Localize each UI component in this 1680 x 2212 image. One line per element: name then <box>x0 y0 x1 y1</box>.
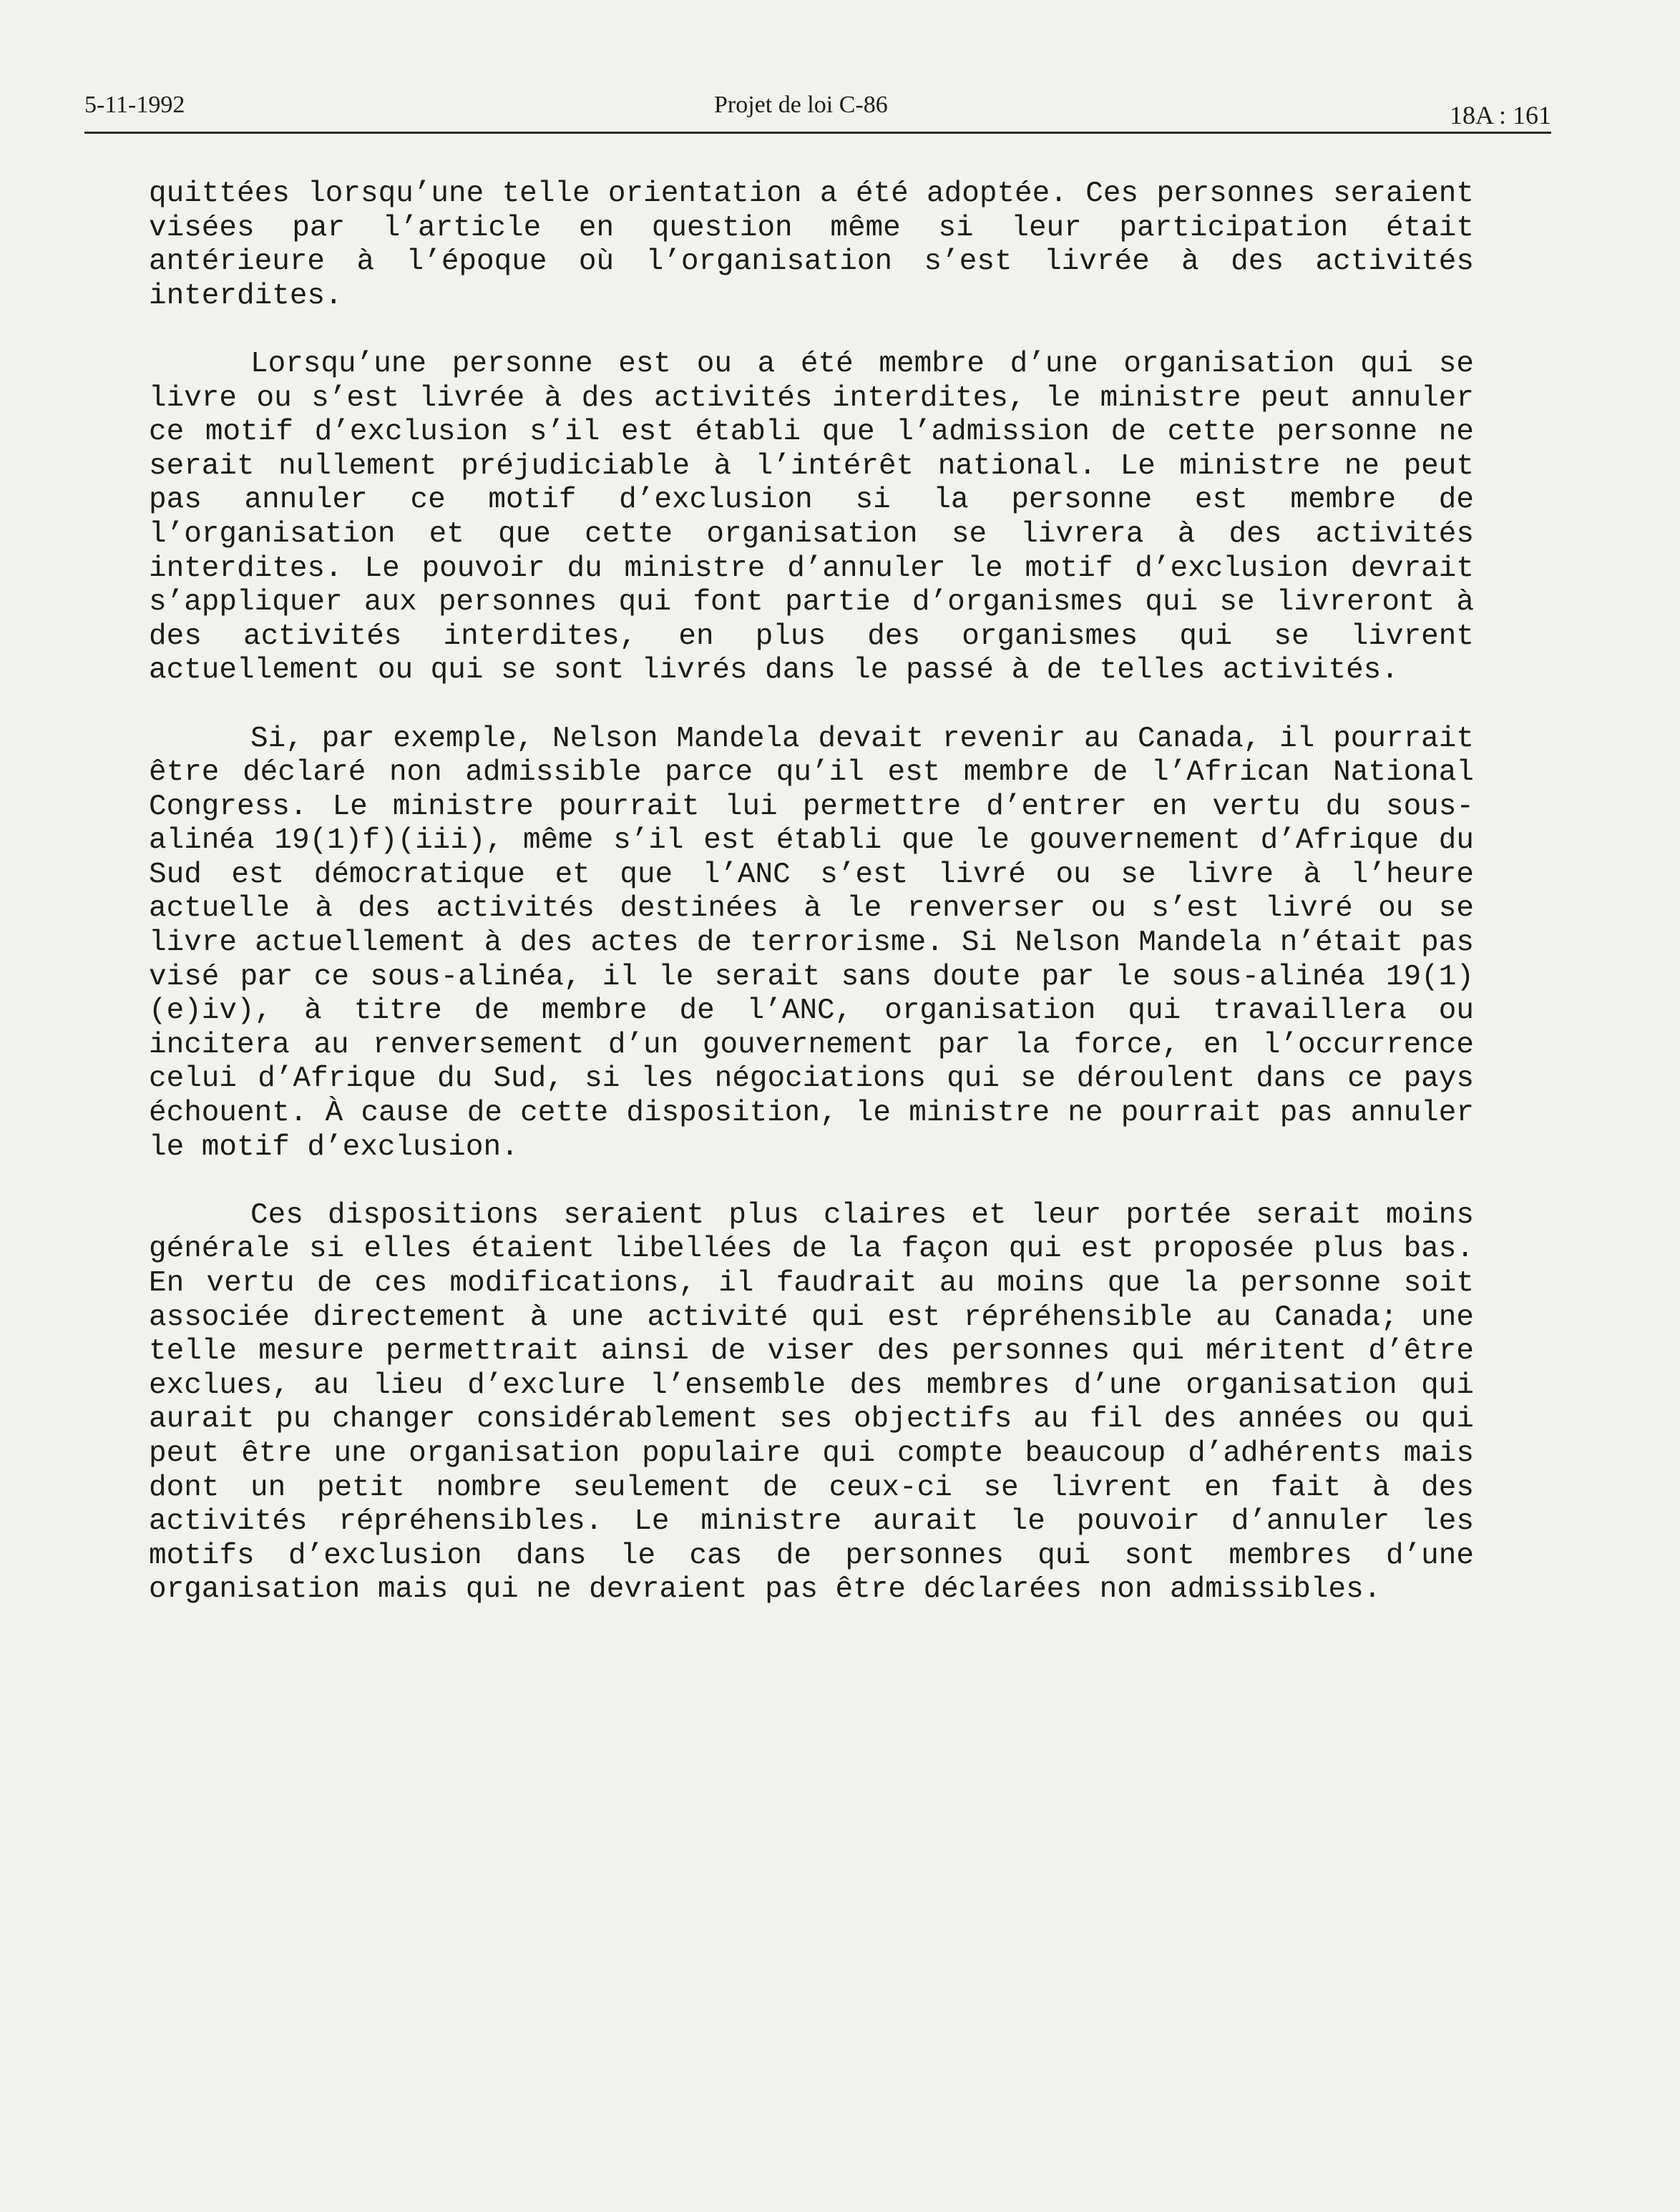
body-text <box>149 177 1474 1642</box>
paragraph-mandela-example: Si, par exemple, Nelson Mandela devait revenir au Canada, il pourrait être déclaré non admissible parce qu’il est membre de l’African National Congress. Le ministre pourrait lui permettre d’entrer en vertu du sous-alinéa 19(1)f)(iii), même s’il est établi que le gouvernement d’Afrique du Sud est démocratique et que l’ANC s’est livré ou se livre à l’heure actuelle à des activités destinées à le renverser ou s’est livré ou se livre actuellement à des actes de terrorisme. Si Nelson Mandela n’était pas visé par ce sous-alinéa, il le serait sans doute par le sous-alinéa 19(1)(e)iv), à titre de membre de l’ANC, organisation qui travaillera ou incitera au renversement d’un gouvernement par la force, en l’occurrence celui d’Afrique du Sud, si les négociations qui se déroulent dans ce pays échouent. À cause de cette disposition, le ministre ne pourrait pas annuler le motif d’exclusion. <box>149 722 1474 1164</box>
header-date: 5-11-1992 <box>84 92 185 118</box>
paragraph-continuation: quittées lorsqu’une telle orientation a été adoptée. Ces personnes seraient visées par l’article en question même si leur participation était antérieure à l’époque où l’organisation s’est livrée à des activités interdites. <box>149 177 1474 313</box>
paragraph-proposed-wording: Ces dispositions seraient plus claires et leur portée serait moins générale si elles étaient libellées de la façon qui est proposée plus bas. En vertu de ces modifications, il faudrait au moins que la personne soit associée directement à une activité qui est répréhensible au Canada; une telle mesure permettrait ainsi de viser des personnes qui méritent d’être exclues, au lieu d’exclure l’ensemble des membres d’une organisation qui aurait pu changer considérablement ses objectifs au fil des années ou qui peut être une organisation populaire qui compte beaucoup d’adhérents mais dont un petit nombre seulement de ceux-ci se livrent en fait à des activités répréhensibles. Le ministre aurait le pouvoir d’annuler les motifs d’exclusion dans le cas de personnes qui sont membres d’une organisation mais qui ne devraient pas être déclarées non admissibles. <box>149 1198 1474 1607</box>
header-title: Projet de loi C-86 <box>714 92 888 118</box>
header-page-number: 18A : 161 <box>1449 101 1551 129</box>
paragraph-minister-power: Lorsqu’une personne est ou a été membre d’une organisation qui se livre ou s’est livrée à des activités interdites, le ministre peut annuler ce motif d’exclusion s’il est établi que l’admission de cette personne ne serait nullement préjudiciable à l’intérêt national. Le ministre ne peut pas annuler ce motif d’exclusion si la personne est membre de l’organisation et que cette organisation se livrera à des activités interdites. Le pouvoir du ministre d’annuler le motif d’exclusion devrait s’appliquer aux personnes qui font partie d’organismes qui se livreront à des activités interdites, en plus des organismes qui se livrent actuellement ou qui se sont livrés dans le passé à de telles activités. <box>149 347 1474 687</box>
header-rule <box>84 132 1551 134</box>
page-header <box>84 84 1551 136</box>
